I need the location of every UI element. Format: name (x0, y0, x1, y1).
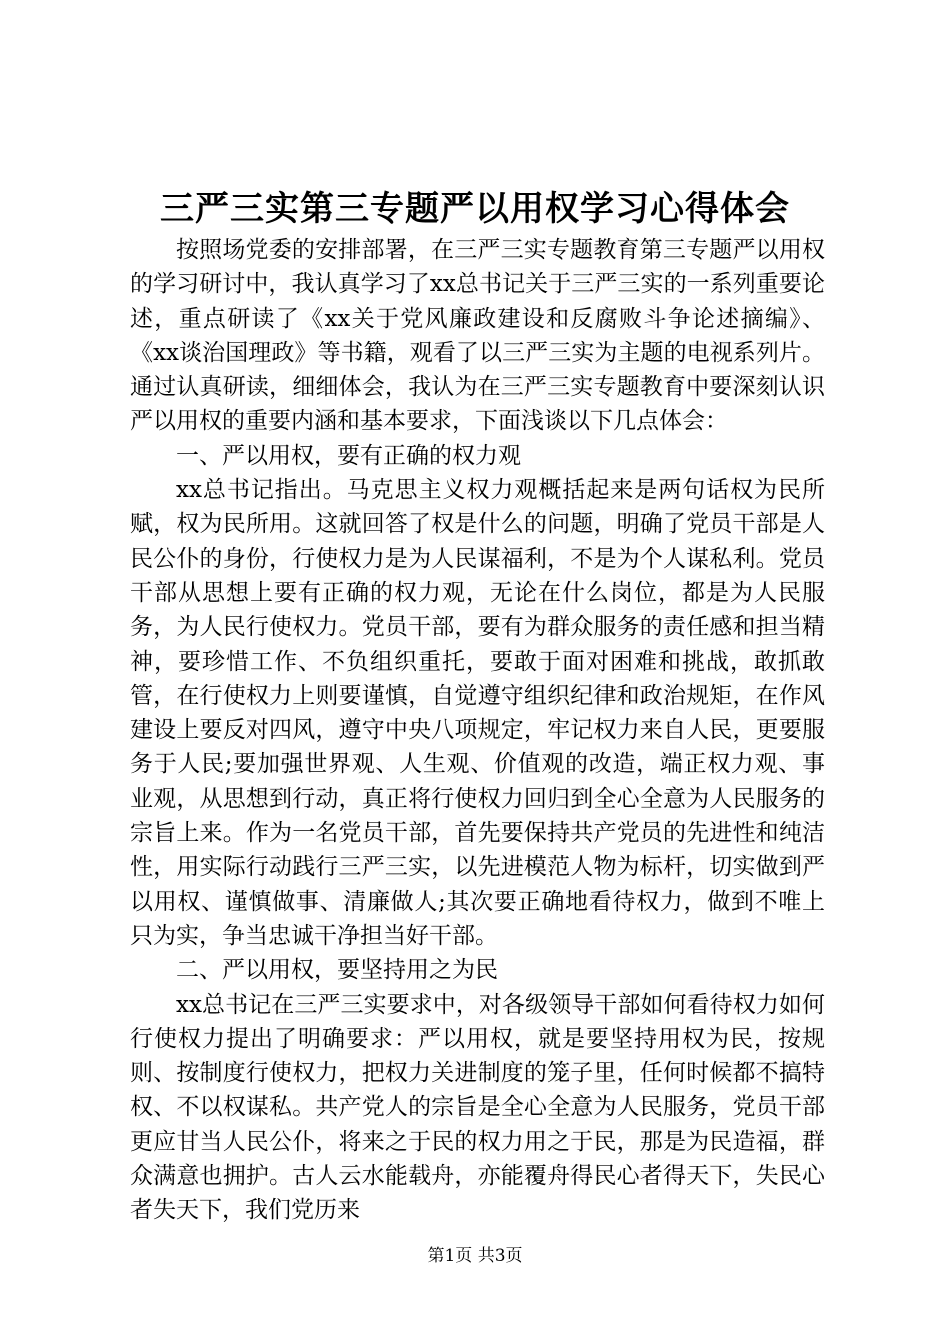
section-heading-1: 一、严以用权，要有正确的权力观 (176, 442, 521, 469)
intro-paragraph: 按照场党委的安排部署，在三严三实专题教育第三专题严以用权的学习研讨中，我认真学习了xx总书记关于三严三实的一系列重要论述，重点研读了《xx关于党风廉政建设和反腐败斗争论述摘编》、《xx谈治国理政》等书籍，观看了以三严三实为主题的电视系列片。通过认真研读，细细体会，我认为在三严三实专题教育中要深刻认识严以用权的重要内涵和基本要求，下面浅谈以下几点体会： (130, 237, 825, 435)
document-body (130, 233, 825, 1228)
document-title: 三严三实第三专题严以用权学习心得体会 (160, 189, 790, 229)
section-heading-2: 二、严以用权，要坚持用之为民 (176, 957, 498, 984)
page-number-footer: 第1页 共3页 (427, 1246, 523, 1266)
section-paragraph-2: xx总书记在三严三实要求中，对各级领导干部如何看待权力如何行使权力提出了明确要求：严以用权，就是要坚持用权为民，按规则、按制度行使权力，把权力关进制度的笼子里，任何时候都不搞特权、不以权谋私。共产党人的宗旨是全心全意为人民服务，党员干部更应甘当人民公仆，将来之于民的权力用之于民，那是为民造福，群众满意也拥护。古人云水能载舟，亦能覆舟得民心者得天下，失民心者失天下，我们党历来 (130, 991, 825, 1224)
section-paragraph-1: xx总书记指出。马克思主义权力观概括起来是两句话权为民所赋，权为民所用。这就回答了权是什么的问题，明确了党员干部是人民公仆的身份，行使权力是为人民谋福利，不是为个人谋私利。党员干部从思想上要有正确的权力观，无论在什么岗位，都是为人民服务，为人民行使权力。党员干部，要有为群众服务的责任感和担当精神，要珍惜工作、不负组织重托，要敢于面对困难和挑战，敢抓敢管，在行使权力上则要谨慎，自觉遵守组织纪律和政治规矩，在作风建设上要反对四风，遵守中央八项规定，牢记权力来自人民，更要服务于人民;要加强世界观、人生观、价值观的改造，端正权力观、事业观，从思想到行动，真正将行使权力回归到全心全意为人民服务的宗旨上来。作为一名党员干部，首先要保持共产党员的先进性和纯洁性，用实际行动践行三严三实，以先进模范人物为标杆，切实做到严以用权、谨慎做事、清廉做人;其次要正确地看待权力，做到不唯上只为实，争当忠诚干净担当好干部。 (130, 477, 825, 949)
